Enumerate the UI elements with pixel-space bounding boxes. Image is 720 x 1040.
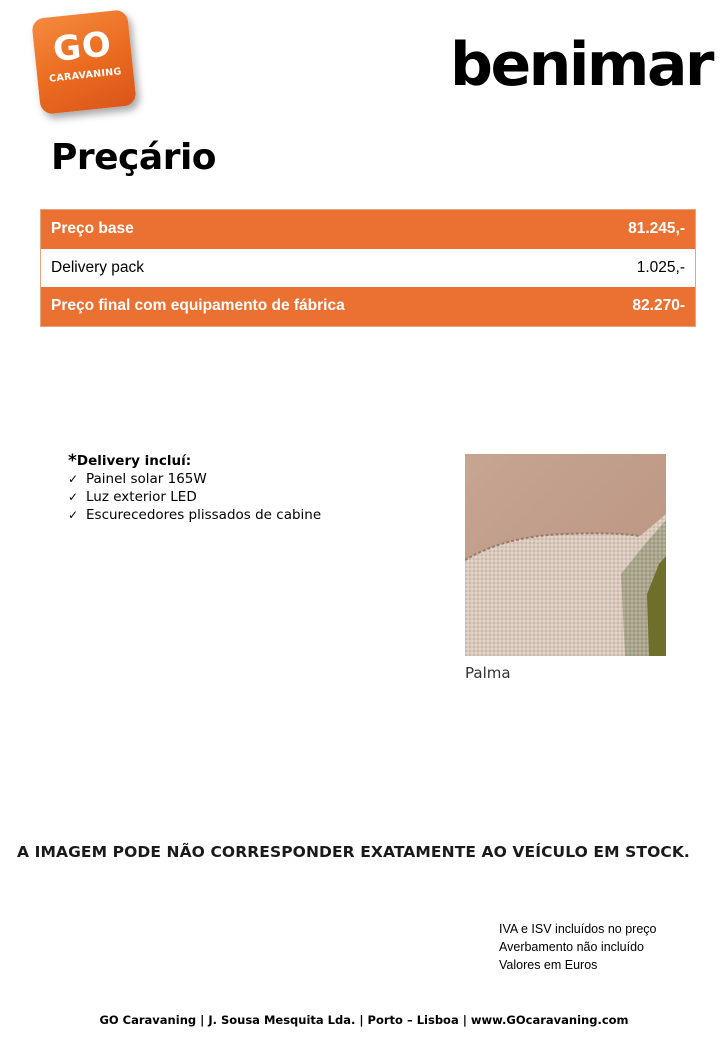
- logo-go-text: GO: [51, 24, 114, 71]
- delivery-includes: [68, 452, 321, 524]
- price-value: 81.245,-: [628, 220, 685, 238]
- asterisk: *: [68, 451, 77, 471]
- list-item-text: Escurecedores plissados de cabine: [86, 507, 322, 523]
- price-row-final: [41, 287, 695, 326]
- price-value: 1.025,-: [636, 258, 685, 276]
- benimar-logo: benimar: [450, 30, 713, 100]
- footer-text: GO Caravaning | J. Sousa Mesquita Lda. | Porto – Lisboa | www.GOcaravaning.com: [99, 1013, 629, 1027]
- price-table: [40, 209, 696, 327]
- list-item-text: Painel solar 165W: [86, 471, 207, 487]
- price-label: Preço base: [51, 220, 134, 238]
- note-line: Averbamento não incluído: [499, 940, 645, 954]
- list-item: [68, 506, 321, 524]
- check-icon: ✓: [68, 490, 79, 504]
- upholstery-swatch-image: [465, 454, 666, 656]
- delivery-title-text: Delivery incluí:: [76, 453, 192, 469]
- check-icon: ✓: [68, 508, 79, 522]
- price-notes: [499, 920, 657, 974]
- price-value: 82.270-: [632, 297, 685, 315]
- delivery-title: [68, 452, 321, 470]
- price-row-base: [41, 210, 695, 249]
- swatch-caption: Palma: [465, 664, 511, 682]
- note-line: Valores em Euros: [499, 958, 598, 972]
- disclaimer-text: A IMAGEM PODE NÃO CORRESPONDER EXATAMENTE AO VEÍCULO EM STOCK.: [17, 843, 690, 861]
- go-caravaning-logo: [31, 9, 137, 115]
- page-title: Preçário: [51, 137, 217, 178]
- list-item: [68, 470, 321, 488]
- delivery-list: [68, 470, 321, 524]
- logo-sub-text: CARAVANING: [48, 66, 123, 85]
- price-label: Preço final com equipamento de fábrica: [51, 297, 345, 315]
- check-icon: ✓: [68, 472, 79, 486]
- list-item-text: Luz exterior LED: [86, 489, 197, 505]
- list-item: [68, 488, 321, 506]
- note-line: IVA e ISV incluídos no preço: [499, 922, 657, 936]
- price-label: Delivery pack: [51, 258, 145, 276]
- price-row-delivery: [41, 249, 695, 288]
